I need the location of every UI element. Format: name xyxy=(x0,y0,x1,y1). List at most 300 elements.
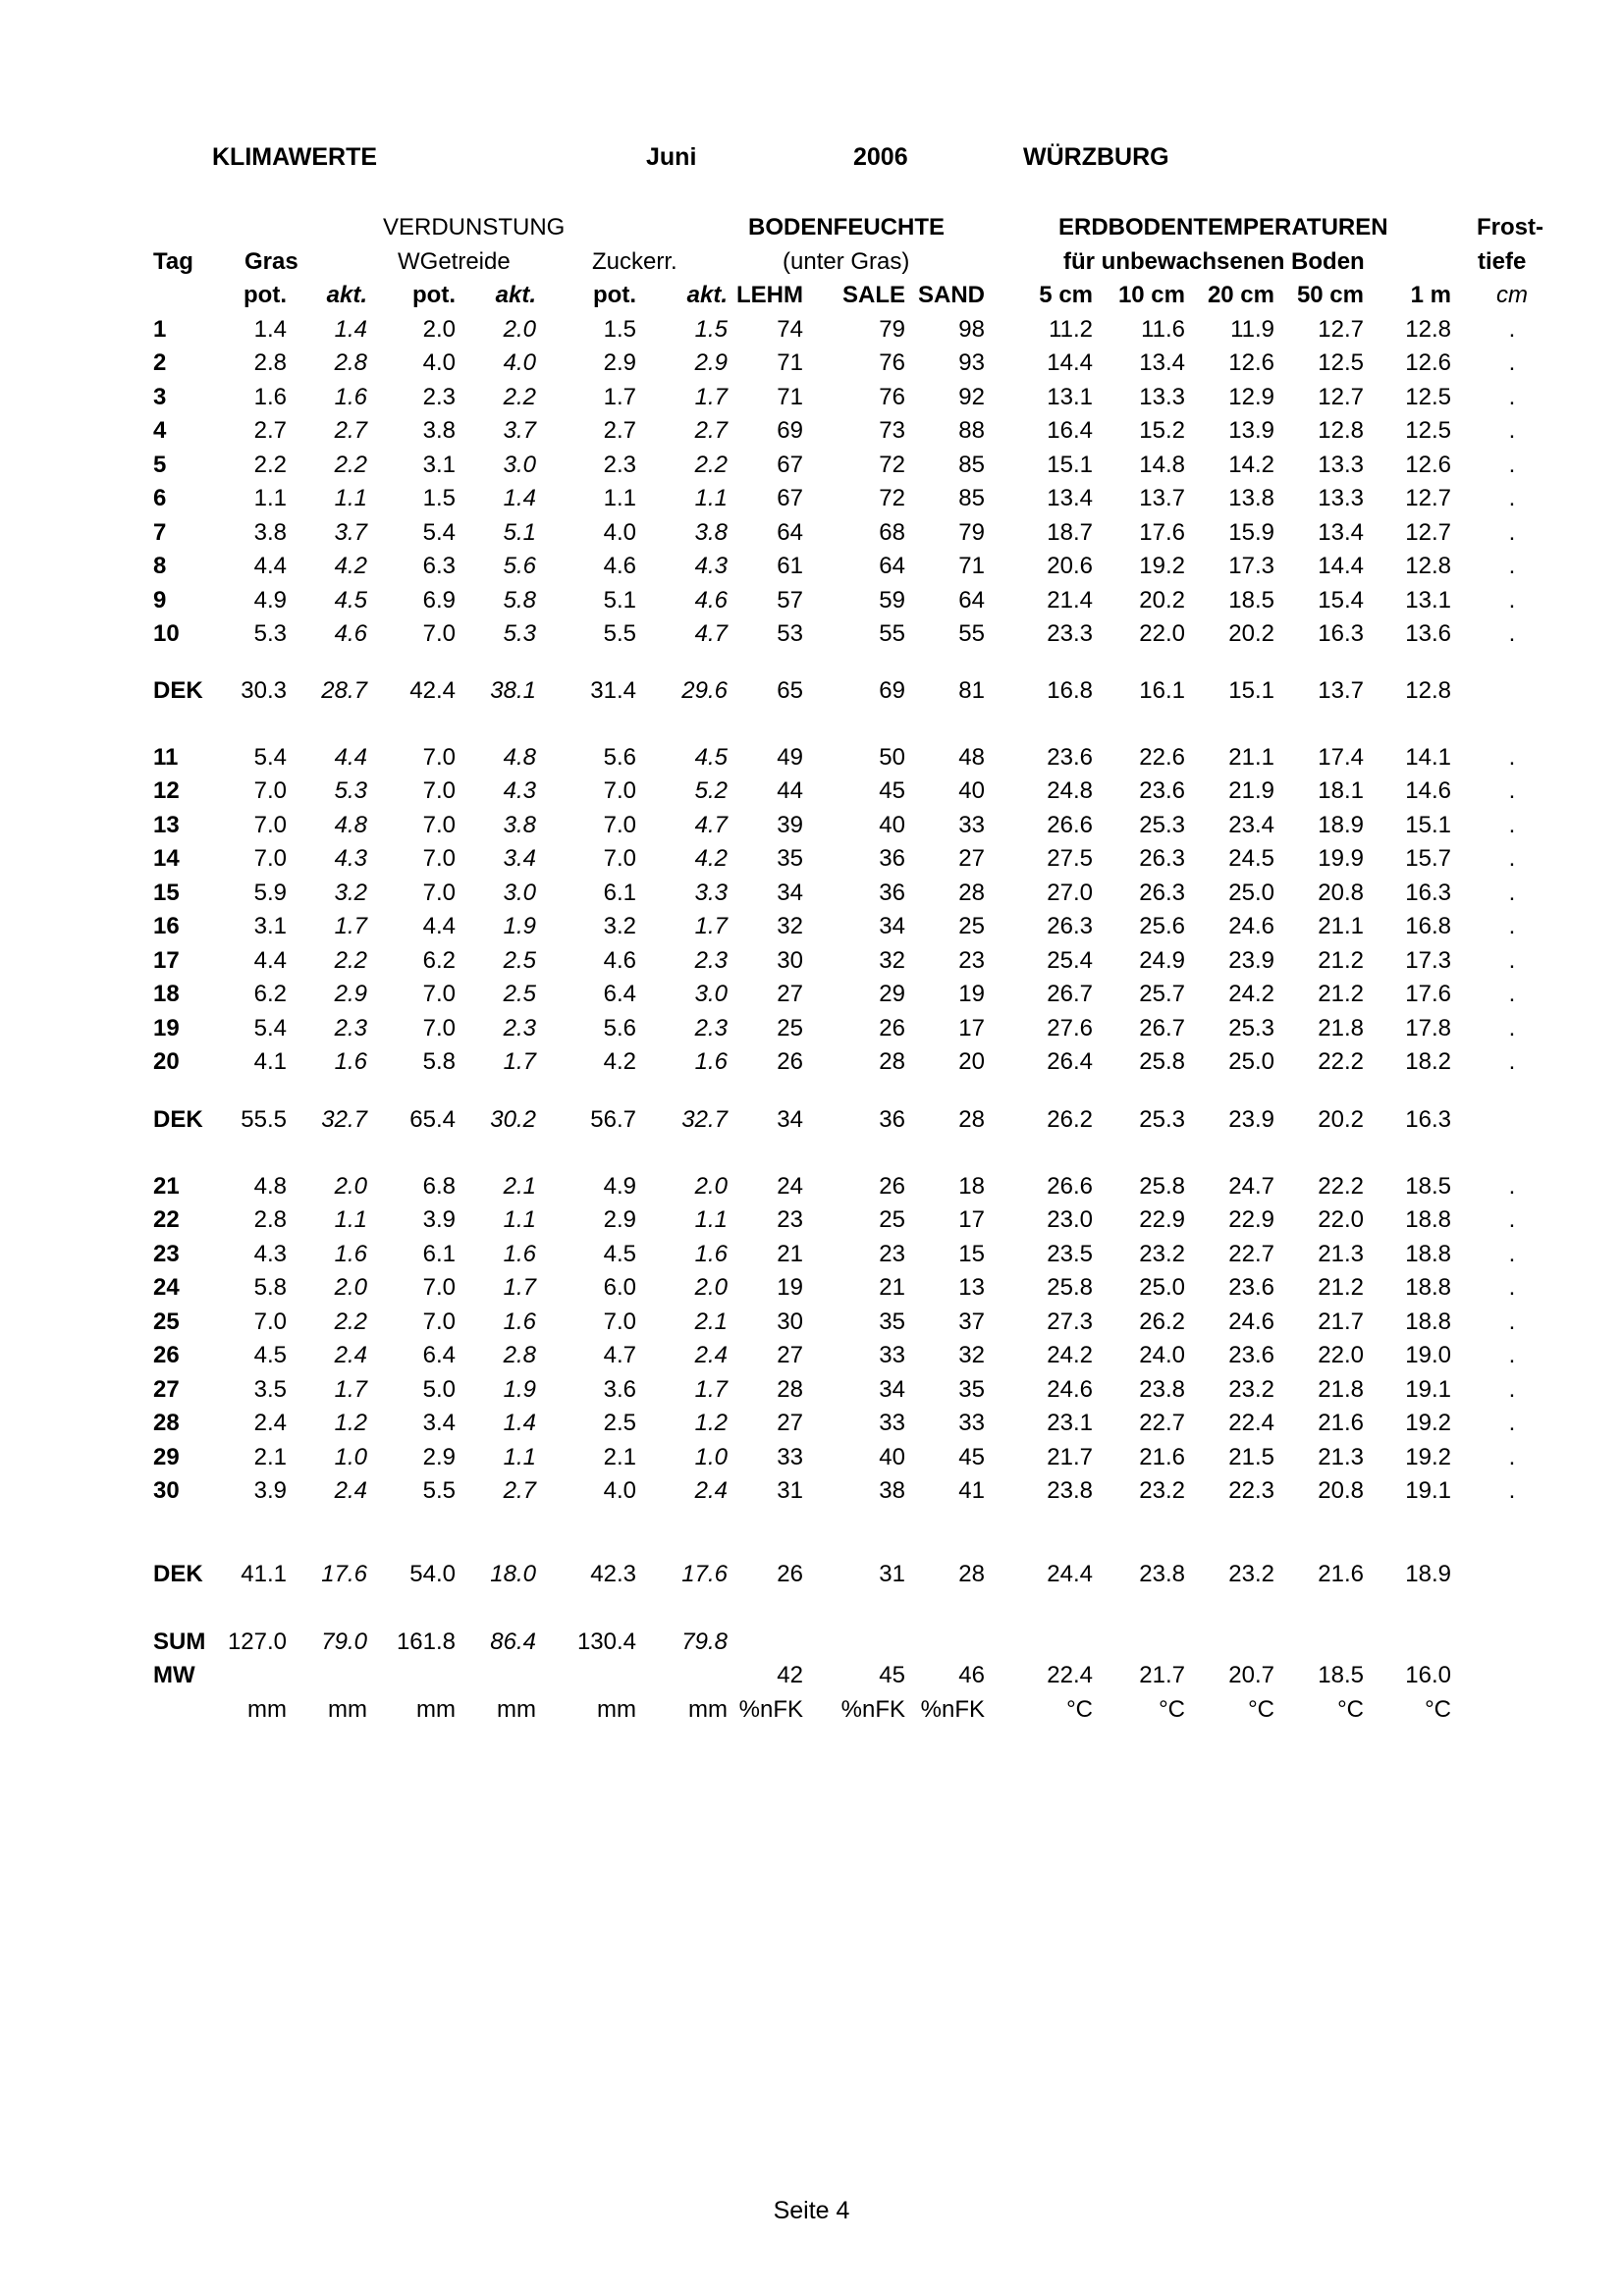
table-cell: 2.0 xyxy=(334,1274,367,1301)
table-cell: 19 xyxy=(777,1274,803,1301)
table-cell: 57 xyxy=(777,587,803,614)
table-cell: 17.3 xyxy=(1228,553,1274,579)
row-label: DEK xyxy=(153,1561,203,1587)
table-cell: 25 xyxy=(777,1015,803,1041)
table-cell: 4.4 xyxy=(253,947,287,974)
table-cell: 17.6 xyxy=(321,1561,367,1587)
table-cell: 34 xyxy=(879,913,905,939)
table-cell: 15.9 xyxy=(1228,519,1274,546)
table-cell: . xyxy=(1508,1342,1516,1368)
table-cell: . xyxy=(1508,845,1516,872)
table-cell: 1.0 xyxy=(334,1444,367,1470)
table-cell: 27.5 xyxy=(1047,845,1093,872)
table-cell: 7.0 xyxy=(422,744,456,771)
table-cell: 1.1 xyxy=(334,485,367,511)
table-cell: 1.7 xyxy=(694,913,728,939)
table-cell: 1.5 xyxy=(694,316,728,343)
table-cell: 4.3 xyxy=(334,845,367,872)
table-cell: 7.0 xyxy=(253,1308,287,1335)
table-cell: 19.2 xyxy=(1139,553,1185,579)
table-cell: 13.7 xyxy=(1139,485,1185,511)
table-cell: 25.3 xyxy=(1139,812,1185,838)
table-cell: . xyxy=(1508,812,1516,838)
table-cell: 7.0 xyxy=(253,812,287,838)
table-cell: 21.1 xyxy=(1228,744,1274,771)
table-cell: 2.1 xyxy=(503,1173,536,1200)
table-cell: 25.8 xyxy=(1139,1173,1185,1200)
table-cell: 16.3 xyxy=(1405,880,1451,906)
table-cell: 45 xyxy=(879,777,905,804)
table-cell: 1.0 xyxy=(694,1444,728,1470)
table-cell: 4.1 xyxy=(253,1048,287,1075)
table-cell: 1.2 xyxy=(334,1410,367,1436)
table-cell: 7.0 xyxy=(422,1015,456,1041)
table-cell: 40 xyxy=(958,777,985,804)
table-cell: 2.2 xyxy=(334,1308,367,1335)
table-cell: 7.0 xyxy=(253,777,287,804)
table-cell: 24.2 xyxy=(1228,981,1274,1007)
table-cell: 42 xyxy=(777,1662,803,1688)
row-label: SUM xyxy=(153,1629,206,1655)
table-cell: 21 xyxy=(777,1241,803,1267)
table-cell: 2.0 xyxy=(334,1173,367,1200)
table-cell: mm xyxy=(688,1696,728,1723)
table-cell: 22.0 xyxy=(1318,1342,1364,1368)
table-cell: 7.0 xyxy=(603,1308,636,1335)
table-cell: 31 xyxy=(879,1561,905,1587)
table-cell: 35 xyxy=(879,1308,905,1335)
table-cell: 5.4 xyxy=(253,744,287,771)
row-label: 15 xyxy=(153,880,180,906)
title-station: WÜRZBURG xyxy=(1023,143,1169,171)
table-cell: 4.9 xyxy=(603,1173,636,1200)
table-cell: 27.6 xyxy=(1047,1015,1093,1041)
table-cell: 64 xyxy=(958,587,985,614)
table-cell: 2.1 xyxy=(694,1308,728,1335)
table-cell: 12.9 xyxy=(1228,384,1274,410)
table-cell: 12.6 xyxy=(1228,349,1274,376)
table-cell: 7.0 xyxy=(422,1274,456,1301)
table-cell: 2.2 xyxy=(334,452,367,478)
table-cell: . xyxy=(1508,1376,1516,1403)
row-label: 23 xyxy=(153,1241,180,1267)
table-cell: 1.6 xyxy=(503,1241,536,1267)
table-cell: 21.6 xyxy=(1139,1444,1185,1470)
table-cell: 3.7 xyxy=(334,519,367,546)
title-label: KLIMAWERTE xyxy=(212,143,378,171)
table-cell: 19.1 xyxy=(1405,1477,1451,1504)
table-cell: 98 xyxy=(958,316,985,343)
table-cell: mm xyxy=(497,1696,536,1723)
table-cell: 93 xyxy=(958,349,985,376)
table-cell: 5.2 xyxy=(694,777,728,804)
table-cell: 26.4 xyxy=(1047,1048,1093,1075)
table-cell: 27 xyxy=(958,845,985,872)
table-cell: 12.6 xyxy=(1405,452,1451,478)
table-cell: 24.8 xyxy=(1047,777,1093,804)
table-cell: 4.6 xyxy=(334,620,367,647)
row-label: 6 xyxy=(153,485,167,511)
table-cell: 17.6 xyxy=(1139,519,1185,546)
table-cell: 2.9 xyxy=(334,981,367,1007)
table-cell: 25.0 xyxy=(1228,1048,1274,1075)
table-cell: 88 xyxy=(958,417,985,444)
table-cell: 24.6 xyxy=(1228,1308,1274,1335)
table-cell: 22.7 xyxy=(1139,1410,1185,1436)
table-cell: 18 xyxy=(958,1173,985,1200)
table-cell: 22.0 xyxy=(1318,1206,1364,1233)
table-cell: 15.7 xyxy=(1405,845,1451,872)
row-label: 5 xyxy=(153,452,167,478)
table-cell: 2.2 xyxy=(503,384,536,410)
table-cell: 15.1 xyxy=(1047,452,1093,478)
table-cell: 25.8 xyxy=(1139,1048,1185,1075)
table-cell: 21.8 xyxy=(1318,1376,1364,1403)
table-cell: 26 xyxy=(879,1015,905,1041)
table-cell: 2.5 xyxy=(603,1410,636,1436)
row-label: 1 xyxy=(153,316,167,343)
table-cell: 2.3 xyxy=(503,1015,536,1041)
table-cell: 5.1 xyxy=(603,587,636,614)
table-cell: 1.5 xyxy=(422,485,456,511)
table-cell: 67 xyxy=(777,452,803,478)
table-cell: 1.1 xyxy=(503,1444,536,1470)
table-cell: 39 xyxy=(777,812,803,838)
table-cell: 27 xyxy=(777,1342,803,1368)
table-cell: 5.6 xyxy=(503,553,536,579)
header-frost: Frost- xyxy=(1477,214,1543,240)
table-cell: 25.4 xyxy=(1047,947,1093,974)
table-cell: 2.2 xyxy=(334,947,367,974)
table-cell: 23.2 xyxy=(1228,1376,1274,1403)
table-cell: 4.6 xyxy=(694,587,728,614)
table-cell: 85 xyxy=(958,452,985,478)
table-cell: 79 xyxy=(958,519,985,546)
table-cell: 32 xyxy=(879,947,905,974)
table-cell: 3.6 xyxy=(603,1376,636,1403)
table-cell: 4.3 xyxy=(694,553,728,579)
table-cell: 4.2 xyxy=(334,553,367,579)
table-cell: 1.1 xyxy=(694,1206,728,1233)
row-label: 11 xyxy=(153,744,179,771)
table-cell: 1.1 xyxy=(603,485,636,511)
table-cell: . xyxy=(1508,913,1516,939)
table-cell: 23.6 xyxy=(1139,777,1185,804)
table-cell: 2.4 xyxy=(694,1477,728,1504)
table-cell: 25 xyxy=(879,1206,905,1233)
table-cell: 33 xyxy=(777,1444,803,1470)
table-cell: . xyxy=(1508,620,1516,647)
table-cell: 25.7 xyxy=(1139,981,1185,1007)
table-cell: 7.0 xyxy=(422,620,456,647)
table-cell: 23.1 xyxy=(1047,1410,1093,1436)
table-cell: 13.4 xyxy=(1139,349,1185,376)
table-cell: 21.6 xyxy=(1318,1410,1364,1436)
table-cell: %nFK xyxy=(738,1696,803,1723)
table-cell: 1.7 xyxy=(503,1274,536,1301)
table-cell: 4.5 xyxy=(253,1342,287,1368)
table-cell: 6.1 xyxy=(603,880,636,906)
row-label: 29 xyxy=(153,1444,180,1470)
table-cell: 30 xyxy=(777,1308,803,1335)
table-cell: 71 xyxy=(777,384,803,410)
table-cell: 7.0 xyxy=(422,777,456,804)
table-cell: 40 xyxy=(879,1444,905,1470)
table-cell: 7.0 xyxy=(603,845,636,872)
table-cell: 23.6 xyxy=(1228,1342,1274,1368)
header-erdboden: ERDBODENTEMPERATUREN xyxy=(1058,214,1388,240)
table-cell: 18.1 xyxy=(1318,777,1364,804)
table-cell: 7.0 xyxy=(422,845,456,872)
table-cell: °C xyxy=(1159,1696,1185,1723)
table-cell: 130.4 xyxy=(576,1629,636,1655)
table-cell: 50 xyxy=(879,744,905,771)
column-header: 50 cm xyxy=(1296,282,1364,308)
column-header: LEHM xyxy=(736,282,803,308)
table-cell: . xyxy=(1508,553,1516,579)
table-cell: 32 xyxy=(777,913,803,939)
table-cell: 38 xyxy=(879,1477,905,1504)
row-label: 7 xyxy=(153,519,167,546)
table-cell: 20.2 xyxy=(1318,1106,1364,1133)
table-cell: 6.4 xyxy=(422,1342,456,1368)
table-cell: 7.0 xyxy=(603,777,636,804)
table-cell: 1.1 xyxy=(253,485,287,511)
table-cell: 74 xyxy=(777,316,803,343)
row-label: 19 xyxy=(153,1015,180,1041)
table-cell: 26.2 xyxy=(1139,1308,1185,1335)
row-label: 26 xyxy=(153,1342,180,1368)
table-cell: 13.3 xyxy=(1139,384,1185,410)
table-cell: 69 xyxy=(879,677,905,704)
table-cell: 23.2 xyxy=(1139,1241,1185,1267)
table-cell: 1.2 xyxy=(694,1410,728,1436)
table-cell: 68 xyxy=(879,519,905,546)
table-cell: 25.8 xyxy=(1047,1274,1093,1301)
table-cell: 30.2 xyxy=(490,1106,536,1133)
page-footer: Seite 4 xyxy=(773,2197,850,2224)
table-cell: 19.2 xyxy=(1405,1444,1451,1470)
table-cell: 1.7 xyxy=(694,1376,728,1403)
table-cell: 18.0 xyxy=(490,1561,536,1587)
table-cell: 56.7 xyxy=(590,1106,636,1133)
column-header: 10 cm xyxy=(1117,282,1185,308)
table-cell: 17.6 xyxy=(681,1561,728,1587)
row-label: 16 xyxy=(153,913,180,939)
table-cell: 76 xyxy=(879,349,905,376)
table-cell: 3.8 xyxy=(503,812,536,838)
table-cell: 25.0 xyxy=(1139,1274,1185,1301)
table-cell: . xyxy=(1508,744,1516,771)
table-cell: 5.0 xyxy=(422,1376,456,1403)
table-cell: 18.5 xyxy=(1228,587,1274,614)
table-cell: 25.6 xyxy=(1139,913,1185,939)
table-cell: 76 xyxy=(879,384,905,410)
table-cell: 5.5 xyxy=(603,620,636,647)
table-cell: 22.6 xyxy=(1139,744,1185,771)
table-cell: 21.2 xyxy=(1318,981,1364,1007)
table-cell: 2.3 xyxy=(694,1015,728,1041)
table-cell: 7.0 xyxy=(422,812,456,838)
table-cell: °C xyxy=(1337,1696,1364,1723)
table-cell: 3.9 xyxy=(422,1206,456,1233)
table-cell: 27.3 xyxy=(1047,1308,1093,1335)
table-cell: 21.4 xyxy=(1047,587,1093,614)
table-cell: 79.8 xyxy=(681,1629,728,1655)
table-cell: 23.9 xyxy=(1228,947,1274,974)
table-cell: 64 xyxy=(879,553,905,579)
row-label: DEK xyxy=(153,1106,203,1133)
table-cell: 69 xyxy=(777,417,803,444)
table-cell: mm xyxy=(597,1696,636,1723)
table-cell: 6.0 xyxy=(603,1274,636,1301)
table-cell: 36 xyxy=(879,1106,905,1133)
table-cell: 15.4 xyxy=(1318,587,1364,614)
table-cell: 18.8 xyxy=(1405,1206,1451,1233)
table-cell: 18.8 xyxy=(1405,1274,1451,1301)
table-cell: 23.0 xyxy=(1047,1206,1093,1233)
table-cell: 18.2 xyxy=(1405,1048,1451,1075)
table-cell: . xyxy=(1508,1173,1516,1200)
table-cell: 26 xyxy=(777,1561,803,1587)
table-cell: 45 xyxy=(958,1444,985,1470)
table-cell: 1.7 xyxy=(334,913,367,939)
table-cell: 26.3 xyxy=(1139,880,1185,906)
table-cell: 19.1 xyxy=(1405,1376,1451,1403)
table-cell: 25.0 xyxy=(1228,880,1274,906)
table-cell: 5.1 xyxy=(503,519,536,546)
table-cell: 12.7 xyxy=(1318,384,1364,410)
table-cell: 4.3 xyxy=(253,1241,287,1267)
table-cell: 3.4 xyxy=(422,1410,456,1436)
table-cell: 19.2 xyxy=(1405,1410,1451,1436)
table-cell: 23.8 xyxy=(1139,1376,1185,1403)
table-cell: 3.8 xyxy=(694,519,728,546)
table-cell: 2.5 xyxy=(503,981,536,1007)
column-header: SAND xyxy=(917,282,985,308)
table-cell: 6.2 xyxy=(253,981,287,1007)
table-cell: 4.8 xyxy=(334,812,367,838)
table-cell: 29 xyxy=(879,981,905,1007)
row-label: 30 xyxy=(153,1477,180,1504)
table-cell: 2.3 xyxy=(334,1015,367,1041)
table-cell: 17.4 xyxy=(1318,744,1364,771)
table-cell: 25 xyxy=(958,913,985,939)
table-cell: 21.2 xyxy=(1318,947,1364,974)
table-cell: 24.4 xyxy=(1047,1561,1093,1587)
table-cell: 20 xyxy=(958,1048,985,1075)
header-bodenfeuchte: BODENFEUCHTE xyxy=(748,214,946,240)
table-cell: 72 xyxy=(879,452,905,478)
table-cell: 23.4 xyxy=(1228,812,1274,838)
table-cell: 17.6 xyxy=(1405,981,1451,1007)
table-cell: 4.8 xyxy=(503,744,536,771)
table-cell: 22.3 xyxy=(1228,1477,1274,1504)
table-cell: 2.2 xyxy=(253,452,287,478)
table-cell: 5.6 xyxy=(603,744,636,771)
table-cell: 23.8 xyxy=(1139,1561,1185,1587)
table-cell: 28.7 xyxy=(321,677,367,704)
table-cell: 19.9 xyxy=(1318,845,1364,872)
row-label: 20 xyxy=(153,1048,180,1075)
table-cell: 17.8 xyxy=(1405,1015,1451,1041)
table-cell: 13.4 xyxy=(1318,519,1364,546)
table-cell: 16.3 xyxy=(1318,620,1364,647)
table-cell: 29.6 xyxy=(681,677,728,704)
table-cell: 30.3 xyxy=(241,677,287,704)
table-cell: 2.7 xyxy=(253,417,287,444)
table-cell: 2.7 xyxy=(334,417,367,444)
table-cell: 53 xyxy=(777,620,803,647)
table-cell: 35 xyxy=(777,845,803,872)
table-cell: 4.5 xyxy=(603,1241,636,1267)
row-label: 24 xyxy=(153,1274,180,1301)
table-cell: 24.6 xyxy=(1228,913,1274,939)
table-cell: 11.2 xyxy=(1049,316,1093,343)
table-cell: 28 xyxy=(958,1106,985,1133)
table-cell: 33 xyxy=(879,1410,905,1436)
table-cell: 2.7 xyxy=(603,417,636,444)
table-cell: 4.4 xyxy=(253,553,287,579)
table-cell: 14.4 xyxy=(1047,349,1093,376)
table-cell: 4.4 xyxy=(334,744,367,771)
table-cell: 23.6 xyxy=(1047,744,1093,771)
table-cell: 13.4 xyxy=(1047,485,1093,511)
column-header: pot. xyxy=(243,282,287,308)
table-cell: 17.3 xyxy=(1405,947,1451,974)
table-cell: 3.1 xyxy=(422,452,456,478)
table-cell: 22.2 xyxy=(1318,1048,1364,1075)
table-cell: 12.6 xyxy=(1405,349,1451,376)
table-cell: °C xyxy=(1425,1696,1451,1723)
row-label: 10 xyxy=(153,620,180,647)
table-cell: 3.0 xyxy=(503,880,536,906)
table-cell: 28 xyxy=(777,1376,803,1403)
table-cell: 38.1 xyxy=(490,677,536,704)
table-cell: . xyxy=(1508,452,1516,478)
table-cell: 4.3 xyxy=(503,777,536,804)
table-cell: 32 xyxy=(958,1342,985,1368)
row-label: 4 xyxy=(153,417,167,444)
table-cell: . xyxy=(1508,384,1516,410)
table-cell: 18.9 xyxy=(1405,1561,1451,1587)
column-header: akt. xyxy=(686,282,728,308)
column-header: pot. xyxy=(593,282,636,308)
table-cell: 18.9 xyxy=(1318,812,1364,838)
table-cell: 12.8 xyxy=(1318,417,1364,444)
table-cell: 5.8 xyxy=(422,1048,456,1075)
table-cell: . xyxy=(1508,777,1516,804)
row-label: 14 xyxy=(153,845,180,872)
table-cell: mm xyxy=(416,1696,456,1723)
table-cell: 33 xyxy=(958,812,985,838)
table-cell: 34 xyxy=(777,880,803,906)
table-cell: 24.0 xyxy=(1139,1342,1185,1368)
row-label: 8 xyxy=(153,553,167,579)
table-cell: 42.3 xyxy=(590,1561,636,1587)
table-cell: 36 xyxy=(879,880,905,906)
table-cell: 46 xyxy=(958,1662,985,1688)
table-cell: 41 xyxy=(958,1477,985,1504)
table-cell: %nFK xyxy=(840,1696,905,1723)
table-cell: 2.9 xyxy=(694,349,728,376)
table-cell: . xyxy=(1508,1477,1516,1504)
table-cell: 2.4 xyxy=(334,1342,367,1368)
table-cell: . xyxy=(1508,981,1516,1007)
table-cell: 15.1 xyxy=(1228,677,1274,704)
table-cell: °C xyxy=(1066,1696,1093,1723)
row-label: DEK xyxy=(153,677,203,704)
